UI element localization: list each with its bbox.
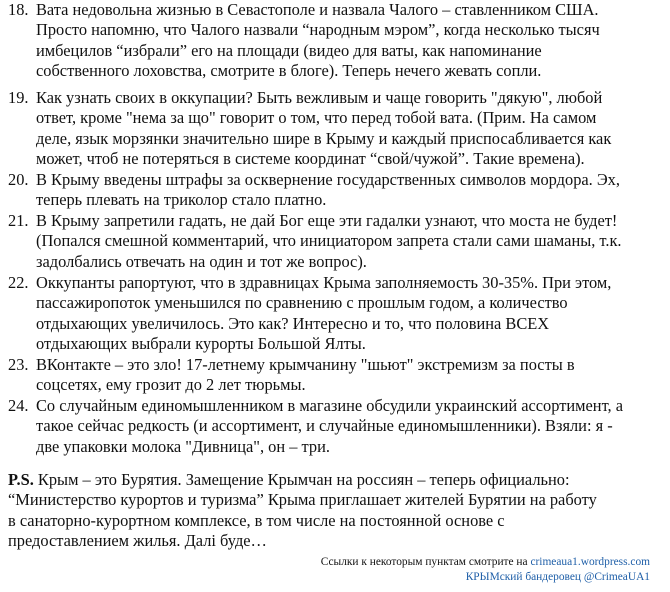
list-item — [8, 273, 663, 355]
item-text: В Крыму запретили гадать, не дай Бог еще эти гадалки узнают, что моста не будет! (Попался смешной комментарий, что инициатором запрета стали сами шаманы, т.к. задолбались отвечать на один и тот же вопрос). — [36, 211, 622, 271]
item-number: 20. — [8, 170, 29, 189]
postscript-label: P.S. — [8, 470, 34, 489]
list-item — [8, 355, 663, 396]
item-text: Оккупанты рапортуют, что в здравницах Крыма заполняемость 30-35%. При этом, пассажиропоток уменьшился по сравнению с прошлым годом, а количество отдыхающих увеличилось. Это как? Интересно и то, что половина ВСЕХ отдыхающих выбрали курорты Большой Ялты. — [36, 273, 612, 354]
list-item — [8, 211, 663, 273]
list-item — [8, 88, 663, 170]
item-text: В Крыму введены штрафы за осквернение государственных символов мордора. Эх, теперь плевать на триколор стало платно. — [36, 170, 620, 210]
numbered-list — [8, 0, 663, 458]
item-number: 18. — [8, 0, 29, 19]
postscript-text: Крым – это Бурятия. Замещение Крымчан на россиян – теперь официально: “Министерство курортов и туризма” Крыма приглашает жителей Бурятии на работу в санаторно-курортном комплексе, в том числе на постоянной основе с предоставлением жилья. Далі буде… — [8, 470, 597, 551]
item-text: ВКонтакте – это зло! 17-летнему крымчанину "шьют" экстремизм за посты в соцсетях, ему грозит до 2 лет тюрьмы. — [36, 355, 575, 395]
item-number: 23. — [8, 355, 29, 374]
list-item — [8, 0, 663, 82]
item-number: 22. — [8, 273, 29, 292]
footer-links-text: Ссылки к некоторым пунктам смотрите на — [320, 556, 531, 568]
postscript — [8, 470, 663, 552]
list-item — [8, 396, 663, 458]
footer-site-link[interactable]: crimeaua1.wordpress.com — [530, 556, 650, 568]
list-item — [8, 170, 663, 211]
item-text: Вата недовольна жизнью в Севастополе и назвала Чалого – ставленником США. Просто напомню, что Чалого назвали “народным мэром”, когда несколько тысяч имбецилов “избрали” его на площади (видео для ваты, как напоминание собственного лоховства, смотрите в блоге). Теперь нечего жевать сопли. — [36, 0, 600, 81]
footer-links-row — [321, 555, 650, 570]
item-number: 24. — [8, 396, 29, 415]
footer — [321, 555, 650, 585]
item-number: 21. — [8, 211, 29, 230]
footer-author[interactable]: КРЫМский бандеровец @CrimeaUA1 — [465, 571, 650, 583]
item-text: Как узнать своих в оккупации? Быть вежливым и чаще говорить "дякую", любой ответ, кроме "нема за що" говорит о том, что перед тобой вата. (Прим. На самом деле, язык морзянки значительно шире в Крыму и каждый приспосабливается как может, чтоб не потеряться в системе координат “свой/чужой”. Такие времена). — [36, 88, 612, 169]
item-text: Со случайным единомышленником в магазине обсудили украинский ассортимент, а такое сейчас редкость (и ассортимент, и случайные единомышленники). Взяли: я - две упаковки молока "Дивница", он – три. — [36, 396, 623, 456]
item-number: 19. — [8, 88, 29, 107]
